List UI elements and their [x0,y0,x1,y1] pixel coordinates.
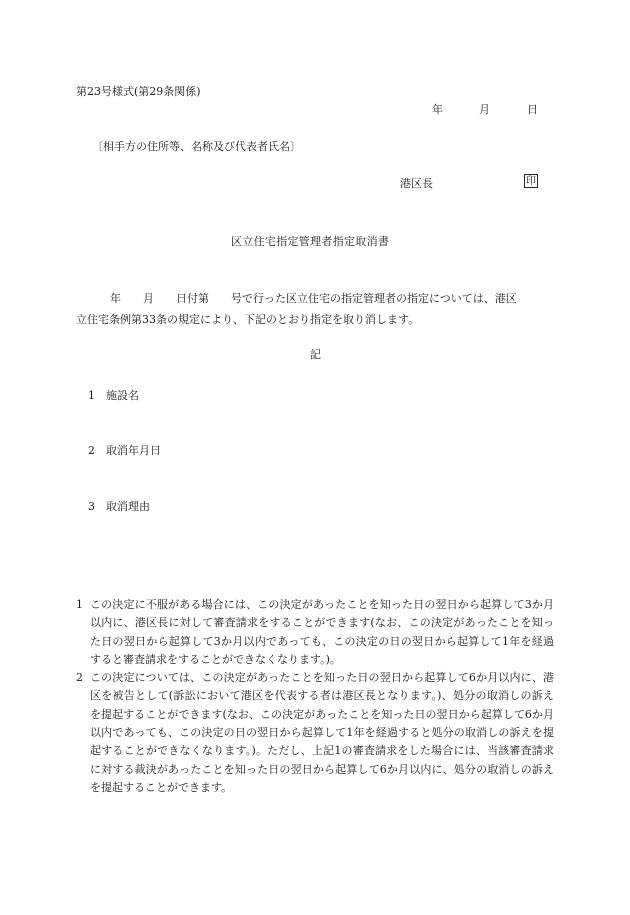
notes-section [76,596,554,797]
item-facility-name [88,390,139,401]
item-label: 取消理由 [106,500,150,513]
seal-icon: 印 [526,176,536,187]
date-year-label: 年 [432,103,443,116]
item-label: 取消年月日 [106,444,161,457]
item-number: 2 [88,444,95,457]
note-text: この決定については、この決定があったことを知った日の翌日から起算して6か月以内に、港区を被告として(訴訟において港区を代表する者は港区長となります。)、処分の取消しの訴えを提起することができます(なお、この決定があったことを知った日の翌日から起算して6か月以内であっても、この決定の日の翌日から起算して1年を経過すると処分の取消しの訴えを提起することができなくなります。)。ただし、上記1の審査請求をした場合には、当該審査請求に対する裁決があったことを知った日の翌日から起算して6か月以内に、処分の取消しの訴えを提起することができます。 [90,671,554,794]
note-text: この決定に不服がある場合には、この決定があったことを知った日の翌日から起算して3か月以内に、港区長に対して審査請求をすることができます(なお、この決定があったことを知った日の翌日から起算して3か月以内であっても、この決定の日の翌日から起算して1年を経過すると審査請求をすることができなくなります。)。 [90,598,554,666]
issuer-title: 港区長 [400,177,433,190]
form-number: 第23号様式(第29条関係) [76,85,201,98]
note-number: 2 [76,671,83,685]
item-revocation-reason [88,501,150,512]
item-number: 1 [88,389,95,402]
item-number: 3 [88,500,95,513]
recipient-placeholder: 〔相手方の住所等、名称及び代表者氏名〕 [92,140,301,153]
document-title: 区立住宅指定管理者指定取消書 [231,235,390,248]
record-label: 記 [310,348,321,361]
date-month-label: 月 [479,103,490,116]
item-label: 施設名 [106,389,139,402]
date-day-label: 日 [527,103,538,116]
note-item [76,596,554,669]
body-text-line-2: 立住宅条例第33条の規定により、下記のとおり指定を取り消します。 [76,313,420,326]
note-number: 1 [76,598,83,611]
body-text-line-1: 年 月 日付第 号で行った区立住宅の指定管理者の指定については、港区 [110,292,517,305]
note-item [76,669,554,797]
item-revocation-date [88,445,161,456]
